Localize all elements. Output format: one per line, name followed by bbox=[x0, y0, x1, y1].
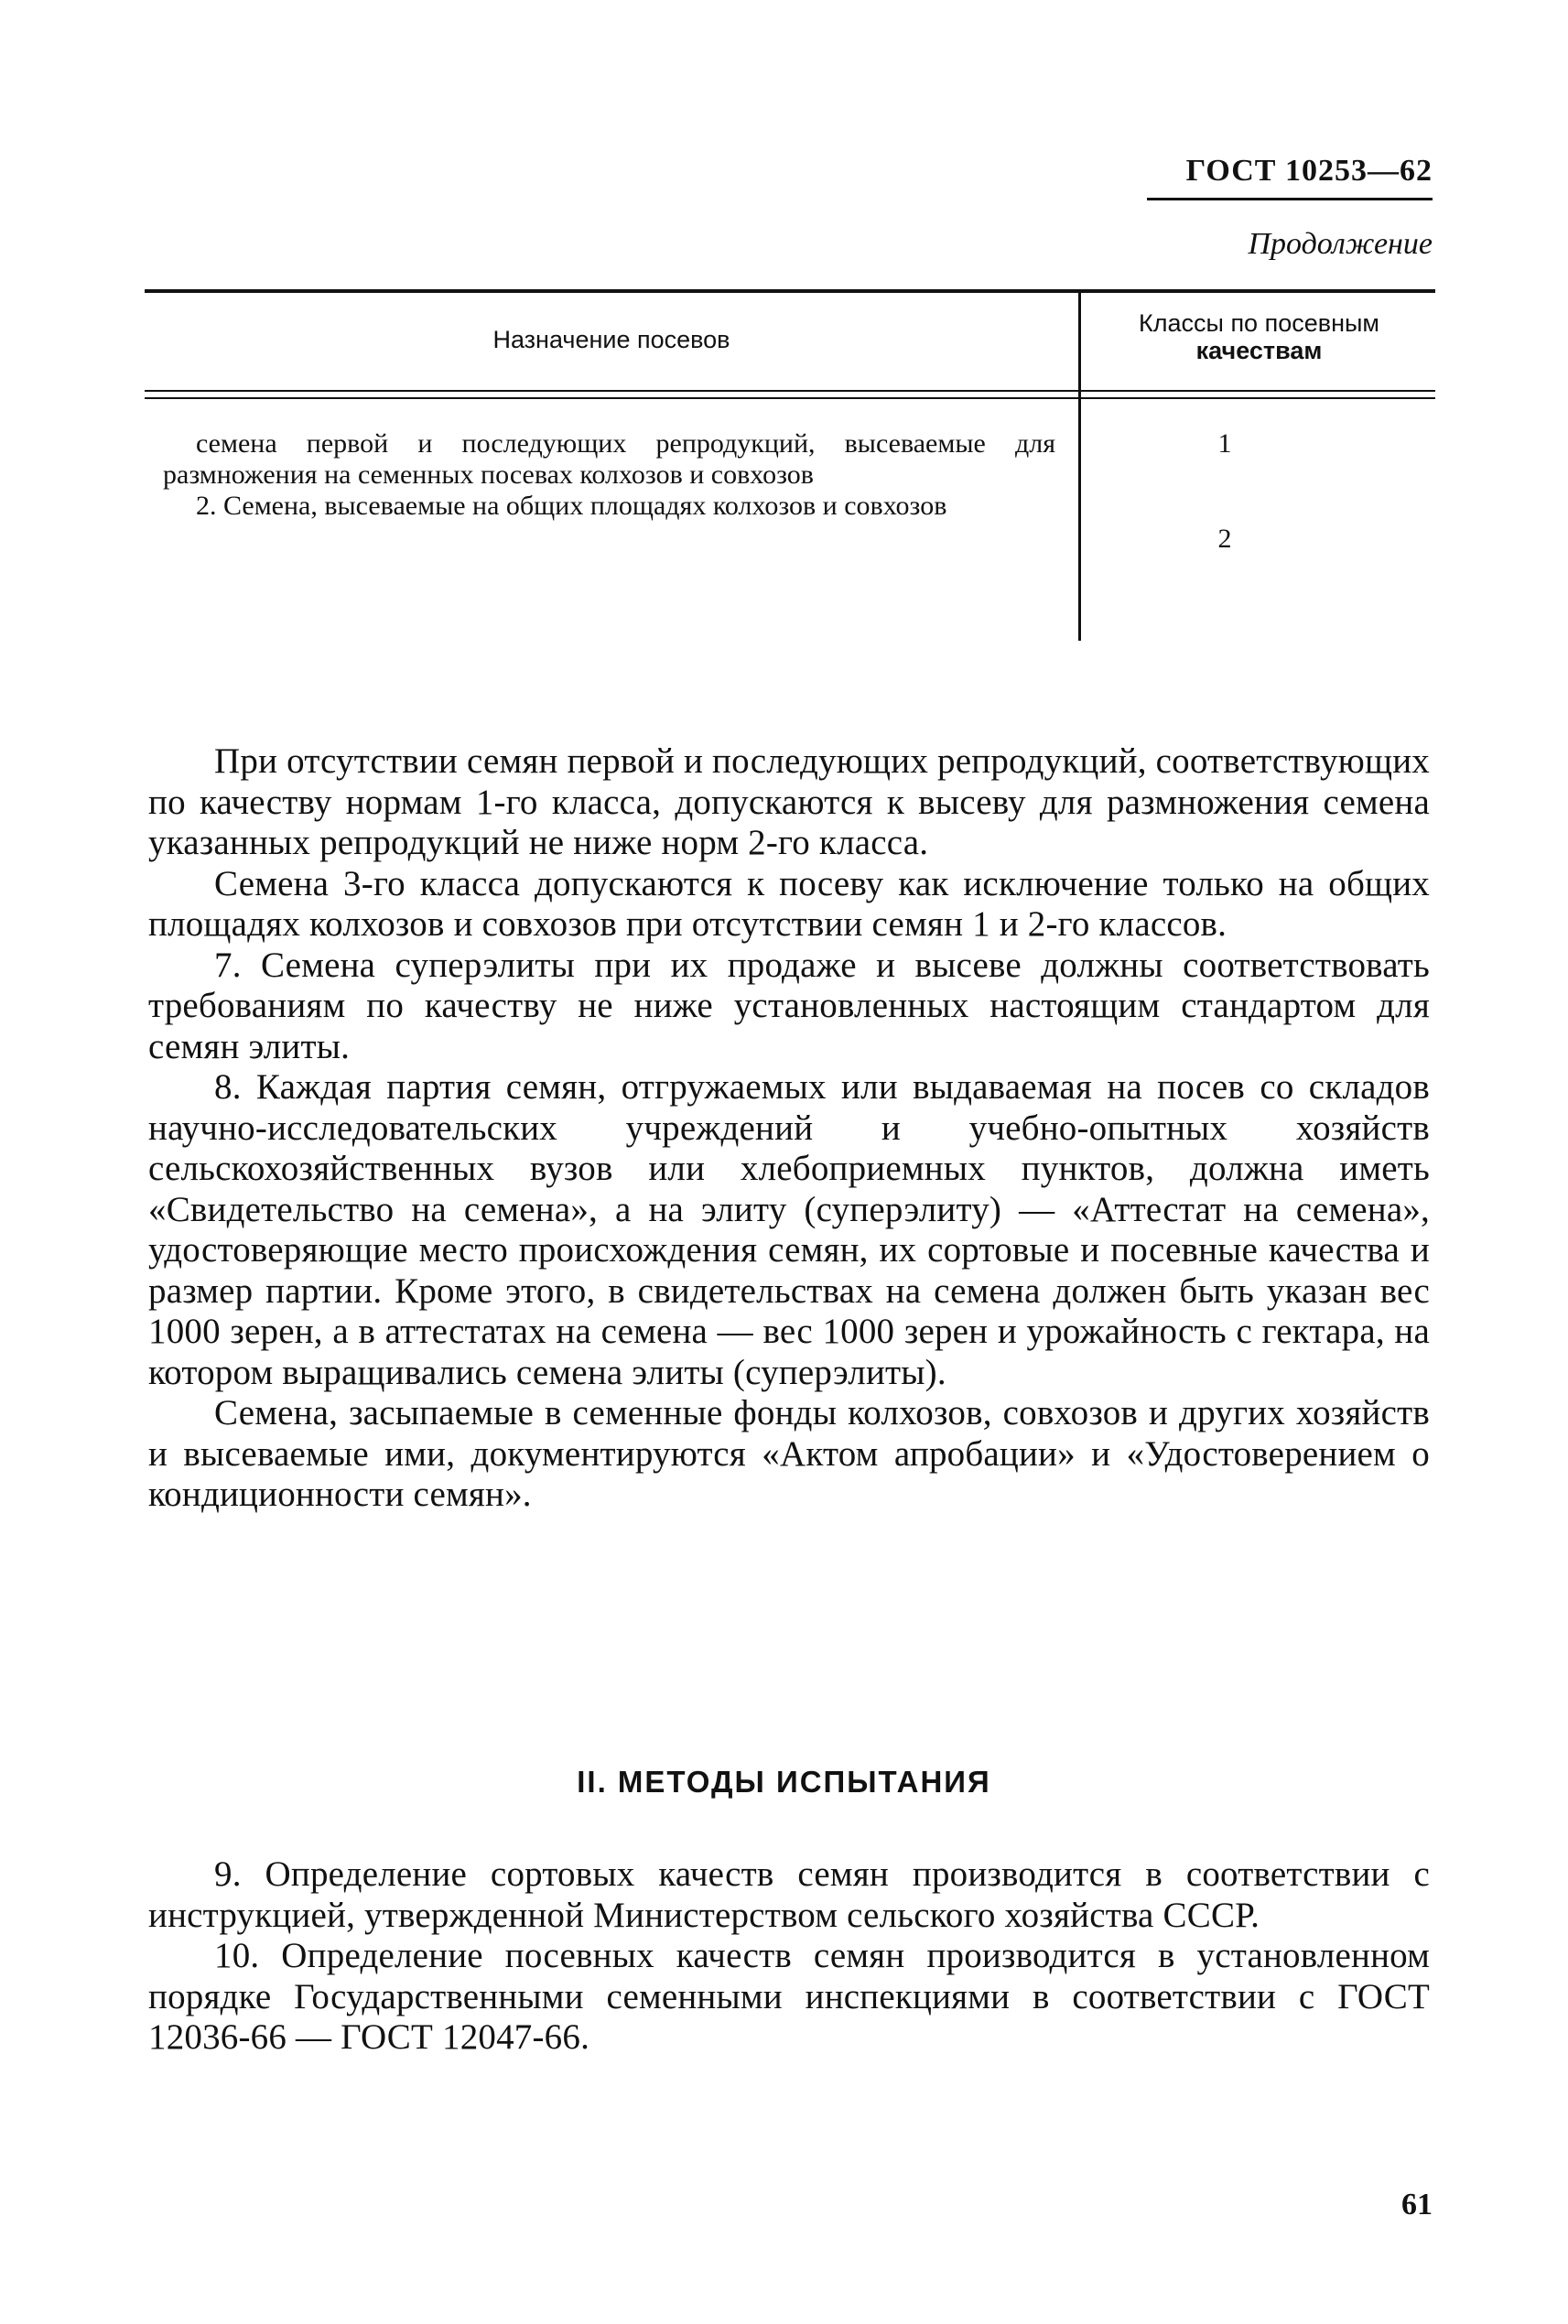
continuation-label: Продолжение bbox=[1248, 227, 1433, 261]
paragraph: При отсутствии семян первой и последующих репродукций, соответствующих по качеству нормам 1-го класса, допускаются к высеву для размножения семена указанных репродукций не ниже норм 2-го класса. bbox=[148, 741, 1430, 862]
body-text bbox=[148, 741, 1430, 1516]
table-row-class: 1 bbox=[1217, 428, 1232, 459]
paragraph: 7. Семена суперэлиты при их продаже и высеве должны соответствовать требованиям по качеству не ниже установленных настоящим стандартом для семян элиты. bbox=[148, 945, 1430, 1066]
table-header-rule bbox=[145, 390, 1435, 392]
standard-code: ГОСТ 10253—62 bbox=[1185, 154, 1433, 188]
paragraph: 10. Определение посевных качеств семян производится в установленном порядке Государственными семенными инспекциями в соответствии с ГОСТ 12036-66 — ГОСТ 12047-66. bbox=[148, 1936, 1430, 2057]
seed-class-table bbox=[145, 289, 1435, 641]
table-row-class: 2 bbox=[1217, 524, 1232, 554]
column-header-class-line2: качествам bbox=[1195, 337, 1323, 364]
header-rule bbox=[1147, 198, 1433, 200]
table-top-rule bbox=[145, 289, 1435, 293]
column-header-purpose: Назначение посевов bbox=[492, 326, 730, 353]
paragraph: Семена 3-го класса допускаются к посеву как исключение только на общих площадях колхозов и совхозов при отсутствии семян 1 и 2-го классов. bbox=[148, 863, 1430, 944]
section-heading: II. МЕТОДЫ ИСПЫТАНИЯ bbox=[577, 1765, 991, 1799]
table-column-divider bbox=[1078, 293, 1081, 641]
paragraph: 8. Каждая партия семян, отгружаемых или выдаваемая на посев со складов научно-исследовательских учреждений и учебно-опытных хозяйств сельскохозяйственных вузов или хлебоприемных пунктов, должна иметь «Свидетельство на семена», а на элиту (суперэлиту) — «Аттестат на семена», удостоверяющие место происхождения семян, их сортовые и посевные качества и размер партии. Кроме этого, в свидетельствах на семена должен быть указан вес 1000 зерен, а в аттестатах на семена — вес 1000 зерен и урожайность с гектара, на котором выращивались семена элиты (суперэлиты). bbox=[148, 1067, 1430, 1392]
table-purpose-cells bbox=[163, 428, 1055, 522]
paragraph: Семена, засыпаемые в семенные фонды колхозов, совхозов и других хозяйств и высеваемые ими, документируются «Актом апробации» и «Удостоверением о кондиционности семян». bbox=[148, 1393, 1430, 1514]
column-header-class bbox=[1083, 309, 1435, 364]
table-header-rule-double bbox=[145, 397, 1435, 399]
table-row-purpose: 2. Семена, высеваемые на общих площадях колхозов и совхозов bbox=[196, 491, 947, 521]
page-number: 61 bbox=[1401, 2188, 1433, 2221]
methods-text bbox=[148, 1854, 1430, 2059]
column-header-class-line1: Классы по посевным bbox=[1139, 309, 1379, 337]
paragraph: 9. Определение сортовых качеств семян производится в соответствии с инструкцией, утвержденной Министерством сельского хозяйства СССР. bbox=[148, 1854, 1430, 1935]
table-row-purpose: семена первой и последующих репродукций, высеваемые для размножения на семенных посевах колхозов и совхозов bbox=[163, 428, 1055, 490]
